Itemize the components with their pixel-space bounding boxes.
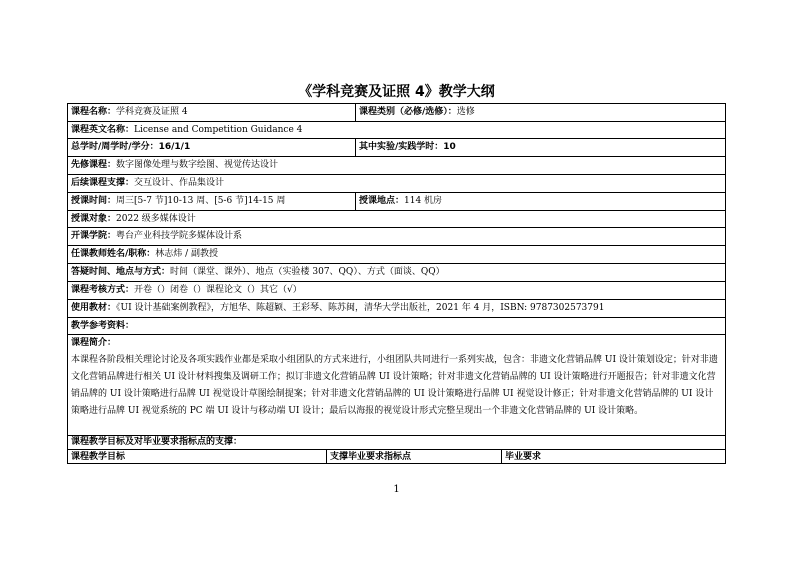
reference-label: 教学参考资料：: [71, 321, 135, 331]
prerequisite-value: 数字图像处理与数字绘图、视觉传达设计: [116, 160, 279, 170]
column-header-indicator: 支撑毕业要求指标点: [326, 450, 501, 463]
intro-text: 本课程各阶段相关理论讨论及各项实践作业都是采取小组团队的方式来进行，小组团队共同进行一系列实战，包含：非遗文化营销品牌 UI 设计策划设定；针对非遗文化营销品牌进行相关 UI 设计材料搜集及调研工作；拟订非遗文化营销品牌 UI 设计策略；针对非遗文化营销品牌的 UI 设计策略进行开题报告；针对非遗文化营销品牌的 UI 设计策略进行品牌 UI 视觉设计草图绘制提案；针对非遗文化营销品牌的 UI 设计策略进行品牌 UI 视觉设计修正；针对非遗文化营销品牌的 UI 设计策略进行品牌 UI 视觉系统的 PC 端 UI 设计与移动端 UI 设计；最后以海报的视觉设计形式完整呈现出一个非遗文化营销品牌的 UI 设计策略。: [71, 355, 718, 416]
table-row: [68, 192, 725, 210]
table-row: [68, 435, 725, 449]
table-row: [68, 227, 725, 245]
location-label: 授课地点：: [359, 196, 405, 206]
table-row: [68, 449, 725, 463]
page-title: 《学科竞赛及证照 4》教学大纲: [298, 84, 495, 100]
table-row: [68, 138, 725, 156]
table-row: [68, 281, 725, 299]
column-header-objective: 课程教学目标: [71, 452, 126, 462]
textbook-label: 使用教材：: [71, 303, 117, 313]
table-row: [68, 174, 725, 192]
followup-label: 后续课程支撑：: [71, 178, 135, 188]
qa-value: 时间（课堂、课外）、地点（实验楼 307、QQ）、方式（面谈、QQ）: [170, 267, 445, 277]
teacher-value: 林志炜 / 副教授: [155, 249, 219, 259]
intro-label: 课程简介：: [71, 338, 117, 348]
college-label: 开课学院：: [71, 231, 117, 241]
syllabus-table: [67, 103, 726, 464]
location-value: 114 机房: [404, 196, 443, 206]
audience-value: 2022 级多媒体设计: [116, 214, 196, 224]
table-row: [68, 210, 725, 227]
english-name-label: 课程英文名称：: [71, 125, 135, 135]
table-row: [68, 299, 725, 317]
exam-label: 课程考核方式：: [71, 285, 135, 295]
course-type-label: 课程类别（必修/选修）：: [359, 107, 457, 117]
course-name-label: 课程名称：: [71, 107, 117, 117]
table-row: [68, 334, 725, 435]
course-type-value: 选修: [456, 107, 475, 117]
hours-value: 16/1/1: [158, 142, 191, 152]
audience-label: 授课对象：: [71, 214, 117, 224]
teacher-label: 任课教师姓名/职称：: [71, 249, 156, 259]
schedule-label: 授课时间：: [71, 196, 117, 206]
followup-value: 交互设计、作品集设计: [134, 178, 225, 188]
textbook-value: 《UI 设计基础案例教程》，方旭华、陈超颖、王彩琴、陈苏闽，清华大学出版社，2021 年 4 月，ISBN: 9787302573791: [116, 303, 605, 313]
table-row: [68, 156, 725, 174]
qa-label: 答疑时间、地点与方式：: [71, 267, 171, 277]
schedule-value: 周三[5-7 节]10-13 周、[5-6 节]14-15 周: [116, 196, 286, 206]
table-row: [68, 104, 725, 121]
course-name-value: 学科竞赛及证照 4: [116, 107, 188, 117]
hours-label: 总学时/周学时/学分：: [71, 142, 159, 152]
table-row: [68, 245, 725, 263]
table-row: [68, 317, 725, 334]
objectives-heading: 课程教学目标及对毕业要求指标点的支撑：: [71, 437, 243, 447]
prerequisite-label: 先修课程：: [71, 160, 117, 170]
exam-value: 开卷（）闭卷（）课程论文（）其它（√）: [134, 285, 302, 295]
english-name-value: License and Competition Guidance 4: [134, 125, 303, 135]
table-row: [68, 121, 725, 138]
table-row: [68, 263, 725, 281]
college-value: 粤台产业科技学院多媒体设计系: [116, 231, 243, 241]
column-header-requirement: 毕业要求: [501, 450, 725, 463]
lab-hours-value: 10: [443, 142, 456, 152]
page-number: 1: [393, 484, 400, 495]
lab-hours-label: 其中实验/实践学时：: [359, 142, 444, 152]
